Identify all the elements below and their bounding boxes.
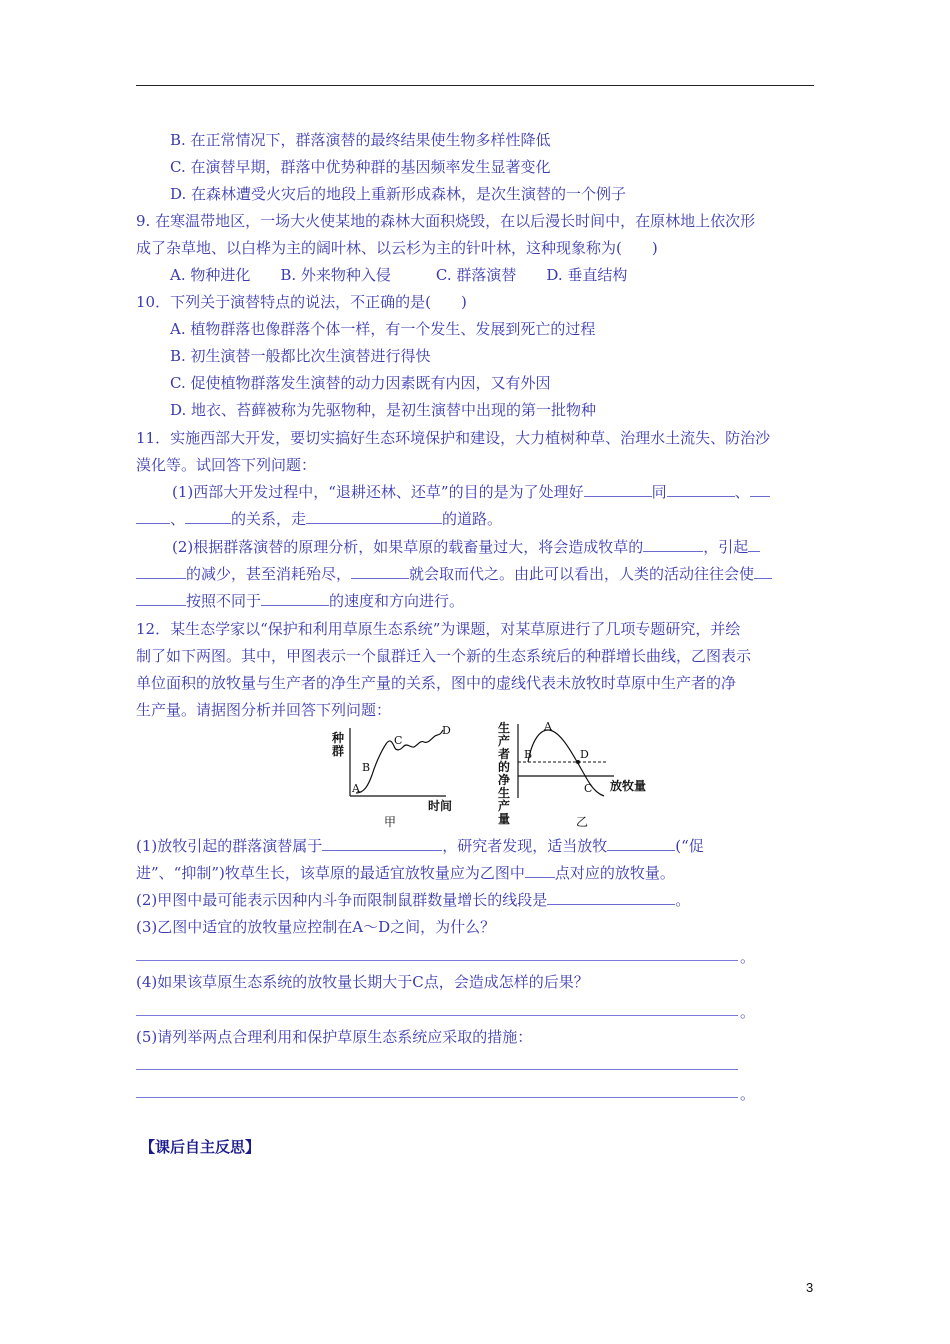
q9-stem-line1: 9. 在寒温带地区，一场大火使某地的森林大面积烧毁，在以后漫长时间中，在原林地上依次形: [136, 212, 756, 230]
q12-stem-line1: 12．某生态学家以“保护和利用草原生态系统”为课题，对某草原进行了几项专题研究，并绘: [136, 620, 741, 638]
answer-blank[interactable]: [547, 890, 675, 905]
q11-stem-line2: 漠化等。试回答下列问题：: [136, 456, 317, 474]
q11-part2-line1: (2)根据群落演替的原理分析，如果草原的载畜量过大，将会造成牧草的 ，引起: [172, 537, 760, 557]
jia-point-a: A: [352, 782, 360, 795]
yi-point-d: D: [580, 748, 589, 761]
answer-line-4[interactable]: [136, 1015, 738, 1016]
q12-stem-line4: 生产量。请据图分析并回答下列问题：: [136, 701, 392, 719]
answer-blank[interactable]: [525, 863, 555, 878]
yi-point-a: A: [544, 720, 552, 733]
q12-sub1-line1: (1)放牧引起的群落演替属于 ，研究者发现，适当放牧 (“促: [136, 837, 704, 855]
q12-sub1-line2: 进”、“抑制”)牧草生长，该草原的最适宜放牧量应为乙图中 点对应的放牧量。: [136, 864, 675, 882]
answer-blank[interactable]: [584, 482, 652, 497]
q9-options: A. 物种进化 B. 外来物种入侵 C. 群落演替 D. 垂直结构: [170, 266, 628, 284]
section-title: 【课后自主反思】: [140, 1138, 261, 1156]
q10-option-a: A. 植物群落也像群落个体一样，有一个发生、发展到死亡的过程: [170, 320, 596, 338]
q12-sub4: (4)如果该草原生态系统的放牧量长期大于C点，会造成怎样的后果？: [136, 973, 589, 991]
q12-stem-line2: 制了如下两图。其中，甲图表示一个鼠群迁入一个新的生态系统后的种群增长曲线，乙图表示: [136, 647, 752, 665]
jia-caption: 甲: [384, 815, 397, 829]
answer-blank[interactable]: [607, 836, 675, 851]
q8-option-b: B. 在正常情况下，群落演替的最终结果使生物多样性降低: [170, 131, 551, 149]
figure-yi: [494, 718, 664, 830]
q10-option-c: C. 促使植物群落发生演替的动力因素既有内因，又有外因: [170, 374, 551, 392]
answer-blank[interactable]: [351, 564, 409, 579]
figure-jia: [328, 720, 478, 830]
yi-ylabel: 生产者的净生产量: [498, 721, 511, 826]
answer-blank[interactable]: [185, 509, 231, 524]
q11-part2-line3: 按照不同于 的速度和方向进行。: [136, 591, 464, 611]
q9-stem-line2: 成了杂草地、以白桦为主的阔叶林、以云杉为主的针叶林，这种现象称为( ): [136, 239, 658, 257]
answer-blank[interactable]: [136, 564, 186, 579]
q11-part1-line1: (1)西部大开发过程中，“退耕还林、还草”的目的是为了处理好 同 、: [172, 482, 770, 502]
answer-line-5b[interactable]: [136, 1097, 738, 1098]
answer-blank[interactable]: [322, 836, 442, 851]
page-number: 3: [806, 1280, 814, 1295]
q11-part1-line2: 、 的关系，走 的道路。: [136, 509, 502, 529]
answer-blank[interactable]: [750, 482, 770, 497]
answer-line-5a[interactable]: [136, 1069, 738, 1070]
q12-sub5: (5)请列举两点合理利用和保护草原生态系统应采取的措施：: [136, 1028, 533, 1046]
jia-point-d: D: [442, 724, 451, 737]
jia-xlabel: 时间: [428, 799, 453, 813]
answer-blank[interactable]: [306, 509, 442, 524]
q10-option-d: D. 地衣、苔藓被称为先驱物种，是初生演替中出现的第一批物种: [170, 401, 597, 419]
yi-point-b: B: [524, 748, 533, 761]
period: 。: [740, 948, 756, 966]
answer-blank[interactable]: [748, 537, 760, 552]
answer-line-3[interactable]: [136, 960, 738, 961]
header-rule: [136, 85, 814, 86]
answer-blank[interactable]: [754, 564, 772, 579]
answer-blank[interactable]: [643, 537, 703, 552]
q8-option-c: C. 在演替早期，群落中优势种群的基因频率发生显著变化: [170, 158, 551, 176]
jia-ylabel: 种群: [332, 731, 345, 758]
q10-stem: 10．下列关于演替特点的说法，不正确的是( ): [136, 293, 467, 311]
jia-point-c: C: [394, 734, 403, 747]
period: 。: [740, 1085, 756, 1103]
q8-option-d: D. 在森林遭受火灾后的地段上重新形成森林，是次生演替的一个例子: [170, 185, 627, 203]
q12-stem-line3: 单位面积的放牧量与生产者的净生产量的关系，图中的虚线代表未放牧时草原中生产者的净: [136, 674, 737, 692]
period: 。: [740, 1003, 756, 1021]
answer-blank[interactable]: [667, 482, 735, 497]
yi-xlabel: 放牧量: [610, 779, 647, 793]
q10-option-b: B. 初生演替一般都比次生演替进行得快: [170, 347, 431, 365]
q11-part2-line2: 的减少，甚至消耗殆尽， 就会取而代之。由此可以看出，人类的活动往往会使: [136, 564, 772, 584]
answer-blank[interactable]: [136, 591, 186, 606]
yi-production-curve: [528, 730, 604, 796]
q11-stem-line1: 11．实施西部大开发，要切实搞好生态环境保护和建设，大力植树种草、治理水土流失、防治沙: [136, 429, 771, 447]
jia-point-b: B: [362, 761, 371, 774]
yi-caption: 乙: [576, 815, 589, 829]
q12-sub2: (2)甲图中最可能表示因种内斗争而限制鼠群数量增长的线段是 。: [136, 891, 691, 909]
answer-blank[interactable]: [136, 509, 170, 524]
yi-point-c: C: [584, 782, 593, 795]
q12-sub3: (3)乙图中适宜的放牧量应控制在A～D之间，为什么？: [136, 918, 496, 936]
answer-blank[interactable]: [261, 591, 329, 606]
